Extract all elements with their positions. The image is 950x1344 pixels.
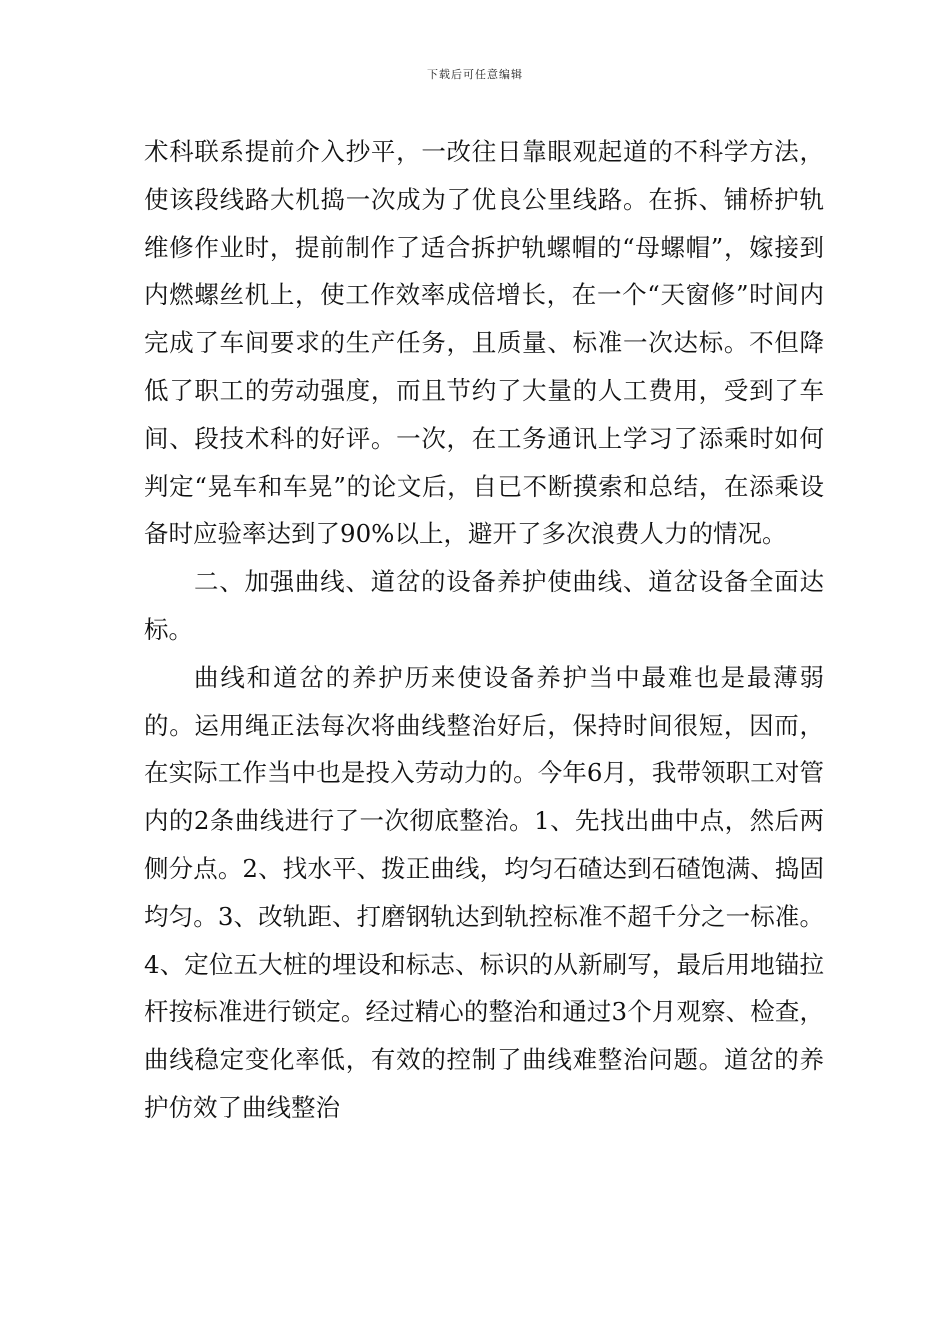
page-header: 下载后可任意编辑 — [427, 68, 523, 81]
paragraph-curve-maintenance: 曲线和道岔的养护历来使设备养护当中最难也是最薄弱的。运用绳正法每次将曲线整治好后，保持时间很短，因而，在实际工作当中也是投入劳动力的。今年6月，我带领职工对管内的2条曲线进行了一次彻底整治。1、先找出曲中点，然后两侧分点。2、找水平、拨正曲线，均匀石碴达到石碴饱满、捣固均匀。3、改轨距、打磨钢轨达到轨控标准不超千分之一标准。4、定位五大桩的埋设和标志、标识的从新刷写，最后用地锚拉杆按标准进行锁定。经过精心的整治和通过3个月观察、检查，曲线稳定变化率低，有效的控制了曲线难整治问题。道岔的养护仿效了曲线整治 — [144, 662, 824, 1122]
paragraph-continuation: 术科联系提前介入抄平，一改往日靠眼观起道的不科学方法，使该段线路大机捣一次成为了优良公里线路。在拆、铺桥护轨维修作业时，提前制作了适合拆护轨螺帽的“母螺帽”，嫁接到内燃螺丝机上，使工作效率成倍增长，在一个“天窗修”时间内完成了车间要求的生产任务，且质量、标准一次达标。不但降低了职工的劳动强度，而且节约了大量的人工费用，受到了车间、段技术科的好评。一次，在工务通讯上学习了添乘时如何判定“晃车和车晃”的论文后，自已不断摸索和总结，在添乘设备时应验率达到了90%以上，避开了多次浪费人力的情况。 — [144, 137, 824, 549]
section-heading: 二、加强曲线、道岔的设备养护使曲线、道岔设备全面达标。 — [144, 567, 824, 644]
document-body — [144, 128, 824, 1132]
